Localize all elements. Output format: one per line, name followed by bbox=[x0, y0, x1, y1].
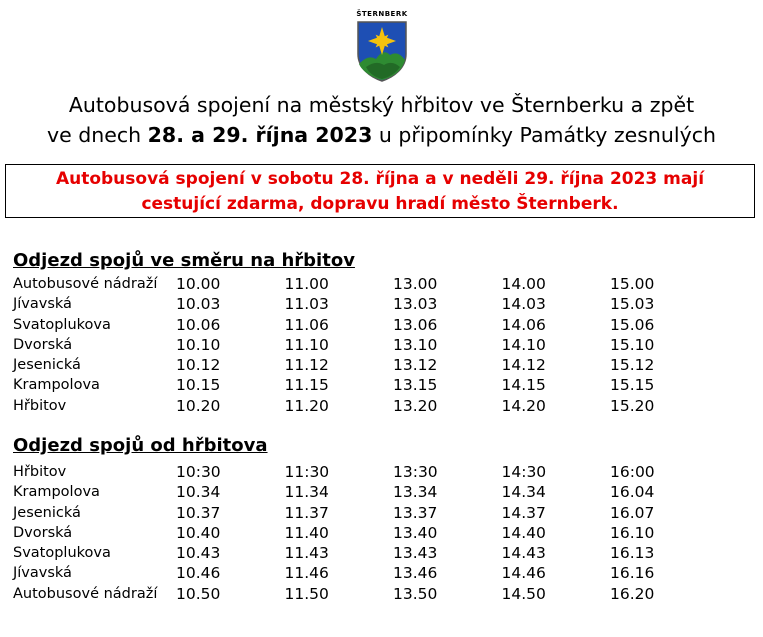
departure-time: 10.12 bbox=[176, 356, 221, 375]
notice-line1: Autobusová spojení v sobotu 28. října a v neděli 29. října 2023 mají bbox=[55, 169, 705, 189]
table-row bbox=[13, 274, 719, 294]
departure-time: 14.15 bbox=[501, 376, 546, 395]
departure-time: 14.43 bbox=[501, 544, 546, 563]
departure-time: 10.40 bbox=[176, 523, 221, 542]
stop-name: Autobusové nádraží bbox=[13, 276, 158, 292]
departure-time: 14.40 bbox=[501, 523, 546, 542]
departure-time: 11.20 bbox=[284, 396, 329, 415]
departure-time: 13:30 bbox=[393, 463, 438, 481]
departure-time: 13.50 bbox=[393, 584, 438, 603]
section-title-from-cemetery: Odjezd spojů od hřbitova bbox=[13, 435, 268, 456]
departure-time: 14.06 bbox=[501, 315, 546, 334]
page-title-line2 bbox=[0, 121, 763, 149]
departure-time: 16.04 bbox=[610, 483, 655, 502]
departure-time: 14.20 bbox=[501, 396, 546, 415]
departure-time: 13.00 bbox=[393, 275, 438, 293]
departure-time: 11.10 bbox=[284, 335, 329, 354]
stop-name: Svatoplukova bbox=[13, 316, 111, 333]
title-line2-suffix: u připomínky Památky zesnulých bbox=[372, 123, 716, 147]
departure-time: 13.43 bbox=[393, 544, 438, 563]
departure-time: 15.15 bbox=[610, 376, 655, 395]
departure-time: 10.06 bbox=[176, 315, 221, 334]
departure-time: 11.43 bbox=[284, 544, 329, 563]
departure-time: 16.16 bbox=[610, 564, 655, 583]
page-title-line1: Autobusová spojení na městský hřbitov ve Šternberku a zpět bbox=[68, 93, 695, 117]
stop-name: Jívavská bbox=[13, 565, 72, 582]
departure-time: 13.06 bbox=[393, 315, 438, 334]
table-row bbox=[13, 355, 719, 375]
departure-time: 14.46 bbox=[501, 564, 546, 583]
table-row bbox=[13, 462, 719, 482]
departure-time: 10.10 bbox=[176, 335, 221, 354]
table-row bbox=[13, 294, 719, 314]
stop-name: Jesenická bbox=[13, 357, 81, 374]
table-row bbox=[13, 315, 719, 335]
departure-time: 10:30 bbox=[176, 463, 221, 481]
departure-time: 14.37 bbox=[501, 503, 546, 522]
departure-time: 15.06 bbox=[610, 315, 655, 334]
departure-time: 11.46 bbox=[284, 564, 329, 583]
departure-time: 15.12 bbox=[610, 356, 655, 375]
table-row bbox=[13, 584, 719, 604]
departure-time: 10.37 bbox=[176, 503, 221, 522]
departure-time: 13.40 bbox=[393, 523, 438, 542]
stop-name: Dvorská bbox=[13, 524, 73, 541]
stop-name: Krampolova bbox=[13, 377, 100, 394]
stop-name: Krampolova bbox=[13, 484, 100, 501]
departure-time: 10.43 bbox=[176, 544, 221, 563]
departure-time: 16.13 bbox=[610, 544, 655, 563]
departure-time: 16.07 bbox=[610, 503, 655, 522]
coat-of-arms-icon bbox=[356, 20, 408, 82]
notice-line2: cestující zdarma, dopravu hradí město Šternberk. bbox=[141, 194, 619, 214]
departure-time: 11.00 bbox=[284, 275, 329, 293]
stop-name: Jívavská bbox=[13, 296, 72, 313]
departure-time: 13.20 bbox=[393, 396, 438, 415]
free-travel-notice bbox=[5, 164, 755, 218]
departure-time: 11.06 bbox=[284, 315, 329, 334]
departure-time: 11.37 bbox=[284, 503, 329, 522]
table-row bbox=[13, 396, 719, 416]
table-row bbox=[13, 523, 719, 543]
stop-name: Svatoplukova bbox=[13, 545, 111, 562]
table-row bbox=[13, 335, 719, 355]
departure-time: 13.37 bbox=[393, 503, 438, 522]
departure-time: 13.15 bbox=[393, 376, 438, 395]
departure-time: 16.10 bbox=[610, 523, 655, 542]
departure-time: 11.03 bbox=[284, 295, 329, 314]
departure-time: 13.12 bbox=[393, 356, 438, 375]
town-crest bbox=[351, 10, 413, 82]
stop-name: Hřbitov bbox=[13, 464, 67, 480]
departure-time: 10.20 bbox=[176, 396, 221, 415]
departure-time: 10.00 bbox=[176, 275, 221, 293]
table-row bbox=[13, 503, 719, 523]
departure-time: 10.34 bbox=[176, 483, 221, 502]
departure-time: 16.20 bbox=[610, 584, 655, 603]
departure-time: 13.34 bbox=[393, 483, 438, 502]
stop-name: Hřbitov bbox=[13, 397, 67, 414]
departure-time: 14.00 bbox=[501, 275, 546, 293]
departure-time: 11.12 bbox=[284, 356, 329, 375]
section-title-to-cemetery: Odjezd spojů ve směru na hřbitov bbox=[13, 250, 355, 271]
departure-time: 13.10 bbox=[393, 335, 438, 354]
departure-time: 15.10 bbox=[610, 335, 655, 354]
stop-name: Autobusové nádraží bbox=[13, 585, 158, 602]
table-row bbox=[13, 375, 719, 395]
departure-time: 14.12 bbox=[501, 356, 546, 375]
departure-time: 16:00 bbox=[610, 463, 655, 481]
departure-time: 14.03 bbox=[501, 295, 546, 314]
departure-time: 14.50 bbox=[501, 584, 546, 603]
timetable-from-cemetery bbox=[13, 462, 719, 604]
departure-time: 10.50 bbox=[176, 584, 221, 603]
departure-time: 11.50 bbox=[284, 584, 329, 603]
stop-name: Jesenická bbox=[13, 504, 81, 521]
stop-name: Dvorská bbox=[13, 336, 73, 353]
departure-time: 11:30 bbox=[284, 463, 330, 481]
departure-time: 13.03 bbox=[393, 295, 438, 314]
departure-time: 14:30 bbox=[501, 463, 547, 481]
departure-time: 15.03 bbox=[610, 295, 655, 314]
departure-time: 11.40 bbox=[284, 523, 329, 542]
timetable-to-cemetery bbox=[13, 274, 719, 416]
departure-time: 14.10 bbox=[501, 335, 546, 354]
departure-time: 13.46 bbox=[393, 564, 438, 583]
table-row bbox=[13, 563, 719, 583]
departure-time: 14.34 bbox=[501, 483, 546, 502]
departure-time: 15.20 bbox=[610, 396, 655, 415]
table-row bbox=[13, 482, 719, 502]
departure-time: 11.15 bbox=[284, 376, 329, 395]
crest-label: ŠTERNBERK bbox=[356, 10, 408, 18]
departure-time: 10.03 bbox=[176, 295, 221, 314]
departure-time: 10.15 bbox=[176, 376, 221, 395]
departure-time: 11.34 bbox=[284, 483, 329, 502]
departure-time: 15.00 bbox=[610, 275, 655, 293]
title-line2-prefix: ve dnech bbox=[47, 123, 148, 147]
table-row bbox=[13, 543, 719, 563]
departure-time: 10.46 bbox=[176, 564, 221, 583]
title-dates: 28. a 29. října 2023 bbox=[147, 123, 373, 147]
